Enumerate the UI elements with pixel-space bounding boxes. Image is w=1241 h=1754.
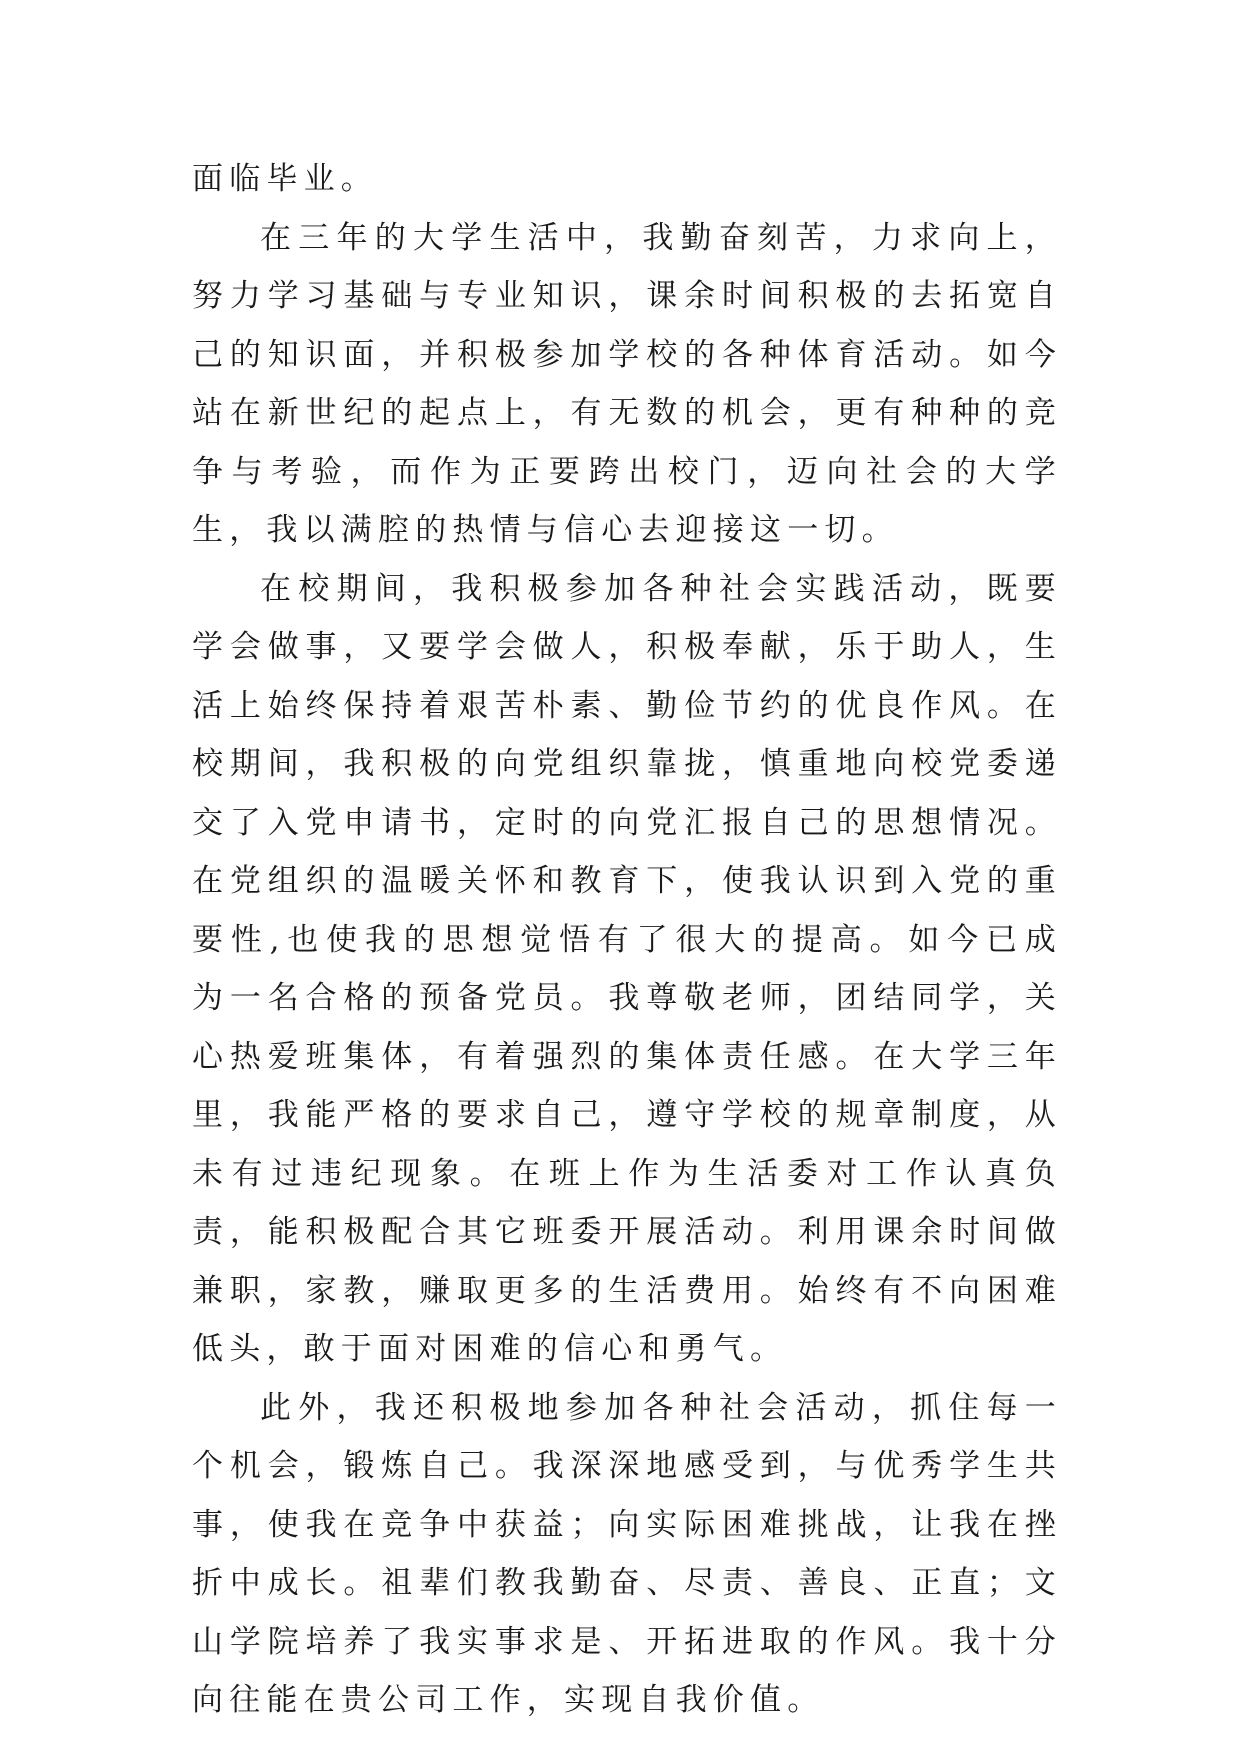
- paragraph-college-life: 在三年的大学生活中，我勤奋刻苦，力求向上，努力学习基础与专业知识，课余时间积极的去拓宽自己的知识面，并积极参加学校的各种体育活动。如今站在新世纪的起点上，有无数的机会，更有种种的竞争与考验，而作为正要跨出校门，迈向社会的大学生，我以满腔的热情与信心去迎接这一切。: [192, 219, 1062, 548]
- paragraph-on-campus: 在校期间，我积极参加各种社会实践活动，既要学会做事，又要学会做人，积极奉献，乐于助人，生活上始终保持着艰苦朴素、勤俭节约的优良作风。在校期间，我积极的向党组织靠拢，慎重地向校党委递交了入党申请书，定时的向党汇报自己的思想情况。在党组织的温暖关怀和教育下，使我认识到入党的重要性,也使我的思想觉悟有了很大的提高。如今已成为一名合格的预备党员。我尊敬老师，团结同学，关心热爱班集体，有着强烈的集体责任感。在大学三年里，我能严格的要求自己，遵守学校的规章制度，从未有过违纪现象。在班上作为生活委对工作认真负责，能积极配合其它班委开展活动。利用课余时间做兼职，家教，赚取更多的生活费用。始终有不向困难低头，敢于面对困难的信心和勇气。: [192, 570, 1062, 1367]
- body-text: [192, 150, 1062, 1730]
- paragraph-social-activities: 此外，我还积极地参加各种社会活动，抓住每一个机会，锻炼自己。我深深地感受到，与优秀学生共事，使我在竞争中获益；向实际困难挑战，让我在挫折中成长。祖辈们教我勤奋、尽责、善良、正直；文山学院培养了我实事求是、开拓进取的作风。我十分向往能在贵公司工作，实现自我价值。: [192, 1389, 1062, 1718]
- paragraph-continuation: 面临毕业。: [192, 161, 378, 197]
